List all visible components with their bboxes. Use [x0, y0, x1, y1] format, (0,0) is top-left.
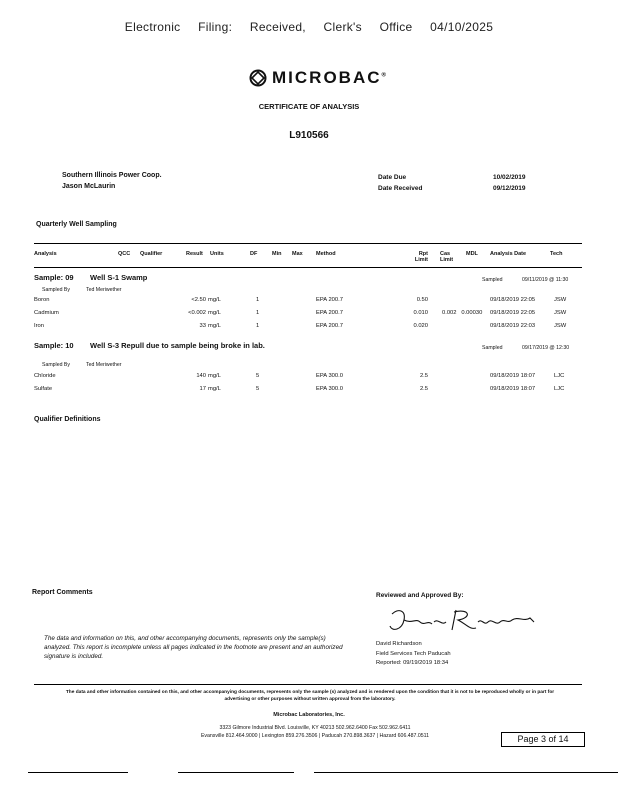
- cell-units: mg/L: [208, 297, 221, 303]
- cell-result: 33: [199, 323, 206, 329]
- sampled-label: Sampled: [482, 277, 503, 283]
- cell-result: 140: [196, 373, 206, 379]
- cell-df: 5: [256, 373, 260, 379]
- col-analysis-date: Analysis Date: [490, 251, 527, 257]
- sampled-date: 09/17/2019 @ 12:30: [522, 345, 570, 351]
- electronic-filing-header: Electronic Filing: Received, Clerk's Office 04/10/2025: [124, 20, 494, 34]
- cell-method: EPA 300.0: [316, 373, 343, 379]
- cell-analysis-date: 09/18/2019 18:07: [490, 373, 536, 379]
- page-number: Page 3 of 14: [501, 732, 585, 747]
- cell-analysis-date: 09/18/2019 22:05: [490, 297, 536, 303]
- microbac-logo: [248, 68, 388, 88]
- cell-result: <2.50: [191, 297, 206, 303]
- cell-method: EPA 200.7: [316, 297, 343, 303]
- cell-tech: JSW: [554, 323, 567, 329]
- microbac-logo-icon: [248, 69, 268, 87]
- col-cas-limit: Cas Limit: [440, 251, 454, 263]
- cell-df: 1: [256, 323, 260, 329]
- cell-units: mg/L: [208, 310, 221, 316]
- col-units: Units: [210, 251, 224, 257]
- table-header: [34, 249, 574, 265]
- cell-analysis: Chloride: [34, 373, 56, 379]
- lab-number: L910566: [289, 130, 329, 141]
- certificate-title: CERTIFICATE OF ANALYSIS: [258, 102, 360, 111]
- col-df: DF: [250, 251, 258, 257]
- footer-rule: [34, 684, 582, 685]
- cell-tech: JSW: [554, 310, 567, 316]
- cell-units: mg/L: [208, 373, 221, 379]
- col-result: Result: [186, 251, 203, 257]
- report-comments-heading: Report Comments: [32, 589, 93, 596]
- signer-name: David Richardson: [376, 641, 422, 647]
- date-due-value: 10/02/2019: [493, 174, 526, 181]
- cell-result: 17: [199, 386, 206, 392]
- cell-analysis-date: 09/18/2019 22:03: [490, 323, 536, 329]
- col-tech: Tech: [550, 251, 563, 257]
- bottom-line-left: [28, 772, 128, 773]
- signature-image: [384, 604, 544, 638]
- cell-rpt: 0.020: [413, 323, 428, 329]
- col-qualifier: Qualifier: [140, 251, 163, 257]
- cell-method: EPA 200.7: [316, 310, 343, 316]
- cell-method: EPA 300.0: [316, 386, 343, 392]
- sampled-by-label: Sampled By: [42, 287, 70, 293]
- cell-analysis: Iron: [34, 323, 44, 329]
- sample-number: Sample: 10: [34, 341, 74, 350]
- cell-result: <0.002: [188, 310, 206, 316]
- col-method: Method: [316, 251, 336, 257]
- cell-method: EPA 200.7: [316, 323, 343, 329]
- col-qcc: QCC: [118, 251, 131, 257]
- col-mdl: MDL: [466, 251, 478, 257]
- cell-mdl: 0.002 0.00030: [442, 310, 483, 316]
- sampled-by-name: Ted Meriwether: [86, 287, 122, 293]
- cell-rpt: 2.5: [419, 386, 428, 392]
- sample-number: Sample: 09: [34, 273, 74, 282]
- cell-analysis-date: 09/18/2019 22:05: [490, 310, 536, 316]
- cell-tech: LJC: [554, 373, 565, 379]
- header-top-rule: [34, 243, 582, 244]
- cell-units: mg/L: [208, 323, 221, 329]
- cell-df: 1: [256, 310, 260, 316]
- date-received-value: 09/12/2019: [493, 185, 526, 192]
- col-rpt-limit: Rpt Limit: [414, 251, 428, 263]
- footer-address-block: [120, 724, 510, 740]
- sampled-label: Sampled: [482, 345, 503, 351]
- sampled-by-name: Ted Meriwether: [86, 362, 122, 368]
- footer-address: 3323 Gilmore Industrial Blvd. Louisville, KY 40213 502.962.6400 Fax 502.962.6411: [219, 725, 411, 731]
- cell-analysis: Cadmium: [34, 310, 59, 316]
- cell-analysis-date: 09/18/2019 18:07: [490, 386, 536, 392]
- client-company: Southern Illinois Power Coop.: [62, 172, 162, 179]
- reviewed-approved-label: Reviewed and Approved By:: [376, 592, 464, 599]
- cell-df: 1: [256, 297, 260, 303]
- signer-title: Field Services Tech Paducah: [376, 650, 451, 657]
- logo-text: MICROBAC®: [272, 68, 388, 87]
- footer-locations: Evansville 812.464.9000 | Lexington 859.276.3506 | Paducah 270.898.3637 | Hazard 606.487.0511: [200, 733, 430, 739]
- signer-block: [376, 640, 451, 669]
- col-min: Min: [272, 251, 282, 257]
- dates-block: [378, 172, 526, 194]
- date-due-label: Date Due: [378, 174, 407, 181]
- client-contact: Jason McLaurin: [62, 183, 116, 190]
- project-title: Quarterly Well Sampling: [36, 221, 117, 228]
- cell-tech: JSW: [554, 297, 567, 303]
- client-block: [62, 170, 162, 192]
- bottom-line-middle: [178, 772, 294, 773]
- cell-tech: LJC: [554, 386, 565, 392]
- sampled-by-label: Sampled By: [42, 362, 70, 368]
- sampled-date: 09/11/2019 @ 11:30: [522, 277, 569, 283]
- cell-rpt: 2.5: [419, 373, 428, 379]
- cell-units: mg/L: [208, 386, 221, 392]
- sample-name: Well S-1 Swamp: [90, 273, 148, 282]
- cell-analysis: Sulfate: [34, 386, 53, 392]
- footer-company: Microbac Laboratories, Inc.: [273, 712, 345, 718]
- sample-name: Well S-3 Repull due to sample being broke in lab.: [90, 341, 265, 350]
- qualifier-definitions-heading: Qualifier Definitions: [34, 416, 101, 423]
- cell-rpt: 0.50: [416, 297, 428, 303]
- signer-reported: Reported: 09/19/2019 18:34: [376, 660, 449, 666]
- cell-rpt: 0.010: [413, 310, 428, 316]
- bottom-line-right: [314, 772, 618, 773]
- col-max: Max: [292, 251, 303, 257]
- col-analysis: Analysis: [34, 251, 57, 257]
- header-bottom-rule: [34, 267, 582, 268]
- cell-df: 5: [256, 386, 260, 392]
- footer-note: The data and other information contained on this, and other accompanying documents, represents only the sample (s) analyzed and is rendered upon the condition that it is not to be reproduced wholly or in part for advertising or other purposes without written approval from the laboratory.: [65, 690, 555, 702]
- cell-analysis: Boron: [34, 297, 50, 303]
- date-received-label: Date Received: [378, 185, 423, 192]
- disclaimer-text: The data and information on this, and other accompanying documents, represents only the sample(s) analyzed. This report is incomplete unless all pages indicated in the footnote are present and an authorized signature is included.: [44, 635, 343, 660]
